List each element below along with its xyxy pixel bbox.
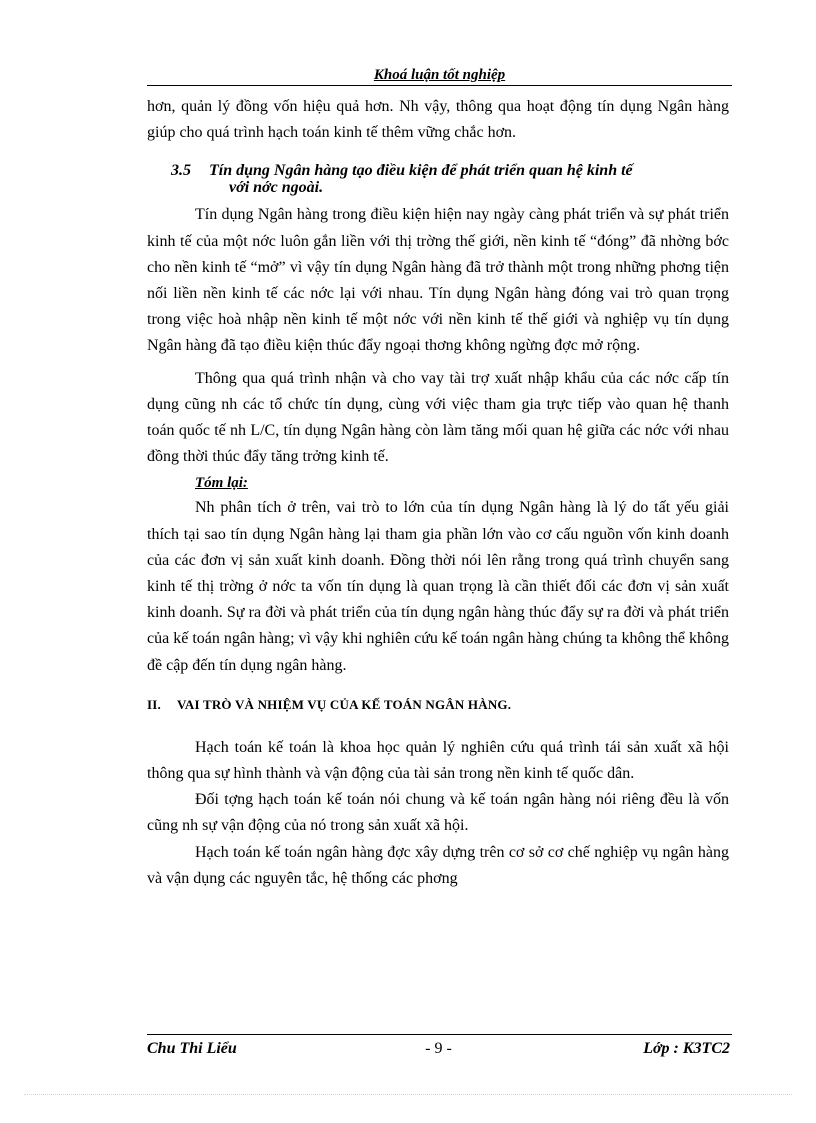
paragraph-4: Nh phân tích ở trên, vai trò to lớn của tín dụng Ngân hàng là lý do tất yếu giải thích tại sao tín dụng Ngân hàng lại tham gia phần lớn vào cơ cấu nguồn vốn kinh doanh của các đơn vị sản xuất kinh doanh. Đồng thời nói lên rằng trong quá trình chuyển sang kinh tế thị trờng ở nớc ta vốn tín dụng là quan trọng là cần thiết đối các đơn vị sản xuất kinh doanh. Sự ra đời và phát triển của tín dụng ngân hàng thúc đẩy sự ra đời và phát triển của kế toán ngân hàng; vì vậy khi nghiên cứu kế toán ngân hàng chúng ta không thể không đề cập đến tín dụng ngân hàng. (147, 499, 729, 674)
header-rule (147, 85, 732, 86)
paragraph-5: Hạch toán kế toán là khoa học quản lý nghiên cứu quá trình tái sản xuất xã hội thông qua sự hình thành và vận động của tài sản trong nền kinh tế quốc dân. (147, 738, 729, 783)
major-heading (147, 695, 729, 715)
section-title-line2: với nớc ngoài. (229, 179, 324, 197)
section-number: 3.5 (171, 162, 191, 180)
footer-class: Lớp : K3TC2 (643, 1040, 730, 1057)
summary-heading: Tóm lại: (195, 475, 248, 492)
section-title-line1: Tín dụng Ngân hàng tạo điều kiện để phát triển quan hệ kinh tế (209, 162, 633, 180)
section-heading (171, 162, 729, 196)
footer-rule (147, 1034, 732, 1035)
paragraph-3: Thông qua quá trình nhận và cho vay tài trợ xuất nhập khẩu của các nớc cấp tín dụng cũng nh các tổ chức tín dụng, cùng với việc tham gia trực tiếp vào quan hệ thanh toán quốc tế nh L/C, tín dụng Ngân hàng còn làm tăng mối quan hệ giữa các nớc với nhau đồng thời thúc đẩy tăng trởng kinh tế. (147, 369, 729, 466)
major-heading-title: VAI TRÒ VÀ NHIỆM VỤ CỦA KẾ TOÁN NGÂN HÀNG. (177, 696, 512, 712)
paragraph-6: Đối tợng hạch toán kế toán nói chung và kế toán ngân hàng nói riêng đều là vốn cũng nh sự vận động của nó trong sản xuất xã hội. (147, 791, 729, 835)
paragraph-1: hơn, quản lý đồng vốn hiệu quả hơn. Nh vậy, thông qua hoạt động tín dụng Ngân hàng giúp cho quá trình hạch toán kinh tế thêm vững chắc hơn. (147, 98, 729, 142)
page-bottom-border (24, 1094, 792, 1095)
paragraph-2: Tín dụng Ngân hàng trong điều kiện hiện nay ngày càng phát triển và sự phát triển kinh tế của một nớc luôn gắn liền với thị trờng thế giới, nền kinh tế “đóng” đã nhờng bớc cho nền kinh tế “mở” vì vậy tín dụng Ngân hàng đã trở thành một trong những phơng tiện nối liền nền kinh tế các nớc lại với nhau. Tín dụng Ngân hàng đóng vai trò quan trọng trong việc hoà nhập nền kinh tế một nớc với nền kinh tế thế giới và nghiệp vụ tín dụng Ngân hàng đã tạo điều kiện thúc đẩy ngoại thơng không ngừng đợc mở rộng. (147, 206, 729, 355)
header-title: Khoá luận tốt nghiệp (373, 67, 506, 83)
major-heading-number: II. (147, 696, 161, 712)
paragraph-7: Hạch toán kế toán ngân hàng đợc xây dựng trên cơ sở cơ chế nghiệp vụ ngân hàng và vận dụng các nguyên tắc, hệ thống các phơng (147, 843, 729, 887)
page-number: - 9 - (425, 1040, 452, 1057)
document-body (147, 94, 729, 892)
footer-author: Chu Thi Liểu (147, 1040, 237, 1057)
